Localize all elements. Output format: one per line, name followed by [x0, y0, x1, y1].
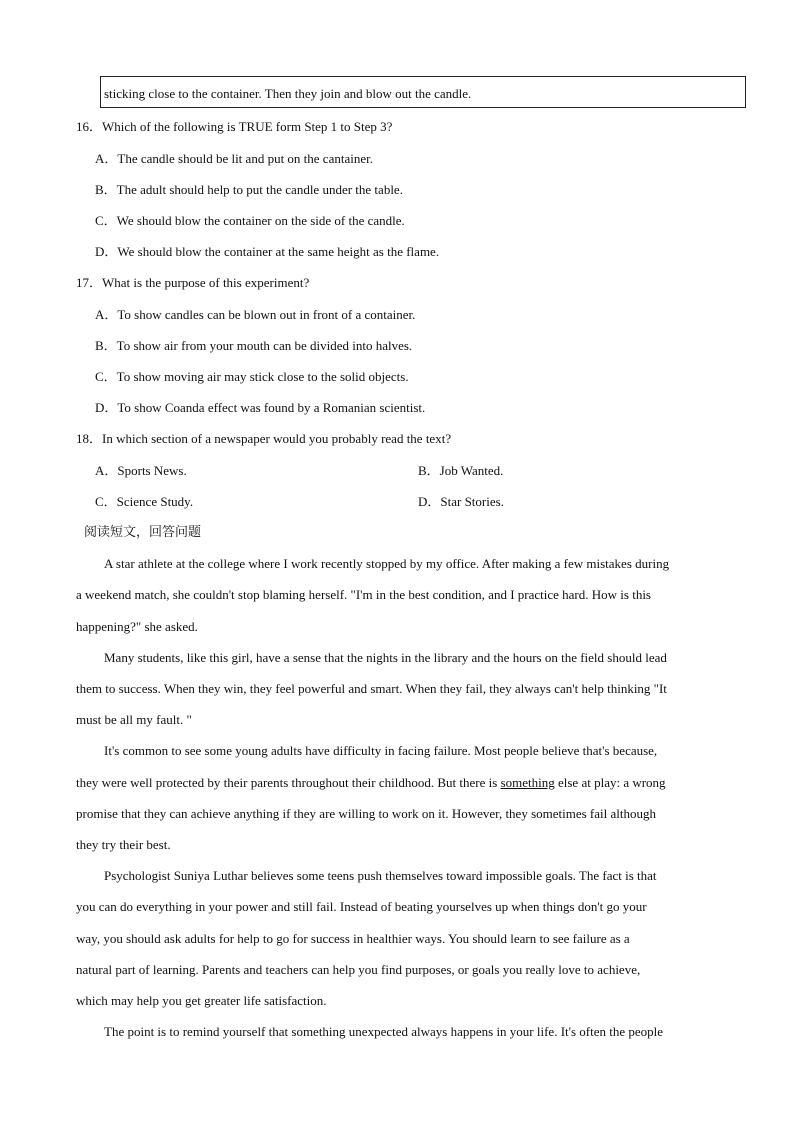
- passage-line: must be all my fault. ": [76, 712, 192, 727]
- question-18-option-b: B．Job Wanted.: [418, 463, 504, 478]
- question-16-option-b: B．The adult should help to put the candle under the table.: [95, 182, 403, 197]
- passage-text: else at play: a wrong: [554, 775, 666, 790]
- passage-line: which may help you get greater life satisfaction.: [76, 993, 327, 1008]
- passage-excerpt-text: sticking close to the container. Then they join and blow out the candle.: [104, 86, 472, 101]
- question-17-option-a: A．To show candles can be blown out in front of a container.: [95, 307, 416, 322]
- passage-line: promise that they can achieve anything if they are willing to work on it. However, they sometimes fail although: [76, 806, 656, 821]
- section-heading: 阅读短文，回答问题: [84, 525, 202, 540]
- question-16-option-d: D．We should blow the container at the same height as the flame.: [95, 244, 440, 259]
- question-18-option-c: C．Science Study.: [95, 494, 194, 509]
- passage-line: [76, 775, 742, 791]
- passage-line: happening?" she asked.: [76, 619, 198, 634]
- question-16-option-c: C．We should blow the container on the side of the candle.: [95, 213, 405, 228]
- question-17-stem: 17．What is the purpose of this experiment?: [76, 275, 310, 290]
- question-16-option-a: A．The candle should be lit and put on the cantainer.: [95, 151, 373, 166]
- passage-line: A star athlete at the college where I work recently stopped by my office. After making a few mistakes during: [104, 556, 670, 571]
- passage-excerpt-box: [100, 76, 746, 108]
- passage-line: them to success. When they win, they feel powerful and smart. When they fail, they always can't help thinking "It: [76, 681, 667, 696]
- passage-line: you can do everything in your power and still fail. Instead of beating yourselves up when things don't go your: [76, 899, 647, 914]
- passage-line: they try their best.: [76, 837, 171, 852]
- passage-line: Psychologist Suniya Luthar believes some teens push themselves toward impossible goals. The fact is that: [104, 868, 657, 883]
- passage-text: they were well protected by their parents throughout their childhood. But there is: [76, 775, 501, 790]
- passage-line: It's common to see some young adults have difficulty in facing failure. Most people believe that's because,: [104, 743, 658, 758]
- passage-line: way, you should ask adults for help to go for success in healthier ways. You should learn to see failure as a: [76, 931, 630, 946]
- passage-line: Many students, like this girl, have a sense that the nights in the library and the hours on the field should lead: [104, 650, 667, 665]
- question-18-stem: 18．In which section of a newspaper would you probably read the text?: [76, 431, 452, 446]
- passage-line: a weekend match, she couldn't stop blaming herself. "I'm in the best condition, and I practice hard. How is this: [76, 587, 651, 602]
- passage-line: The point is to remind yourself that something unexpected always happens in your life. It's often the people: [104, 1024, 664, 1039]
- question-16-stem: 16．Which of the following is TRUE form Step 1 to Step 3?: [76, 119, 393, 134]
- question-18-option-d: D．Star Stories.: [418, 494, 504, 509]
- question-17-option-c: C．To show moving air may stick close to the solid objects.: [95, 369, 409, 384]
- underlined-word: something: [500, 775, 555, 790]
- question-18-option-a: A．Sports News.: [95, 463, 187, 478]
- passage-line: natural part of learning. Parents and teachers can help you find purposes, or goals you really love to achieve,: [76, 962, 641, 977]
- question-17-option-b: B．To show air from your mouth can be divided into halves.: [95, 338, 413, 353]
- question-17-option-d: D．To show Coanda effect was found by a Romanian scientist.: [95, 400, 426, 415]
